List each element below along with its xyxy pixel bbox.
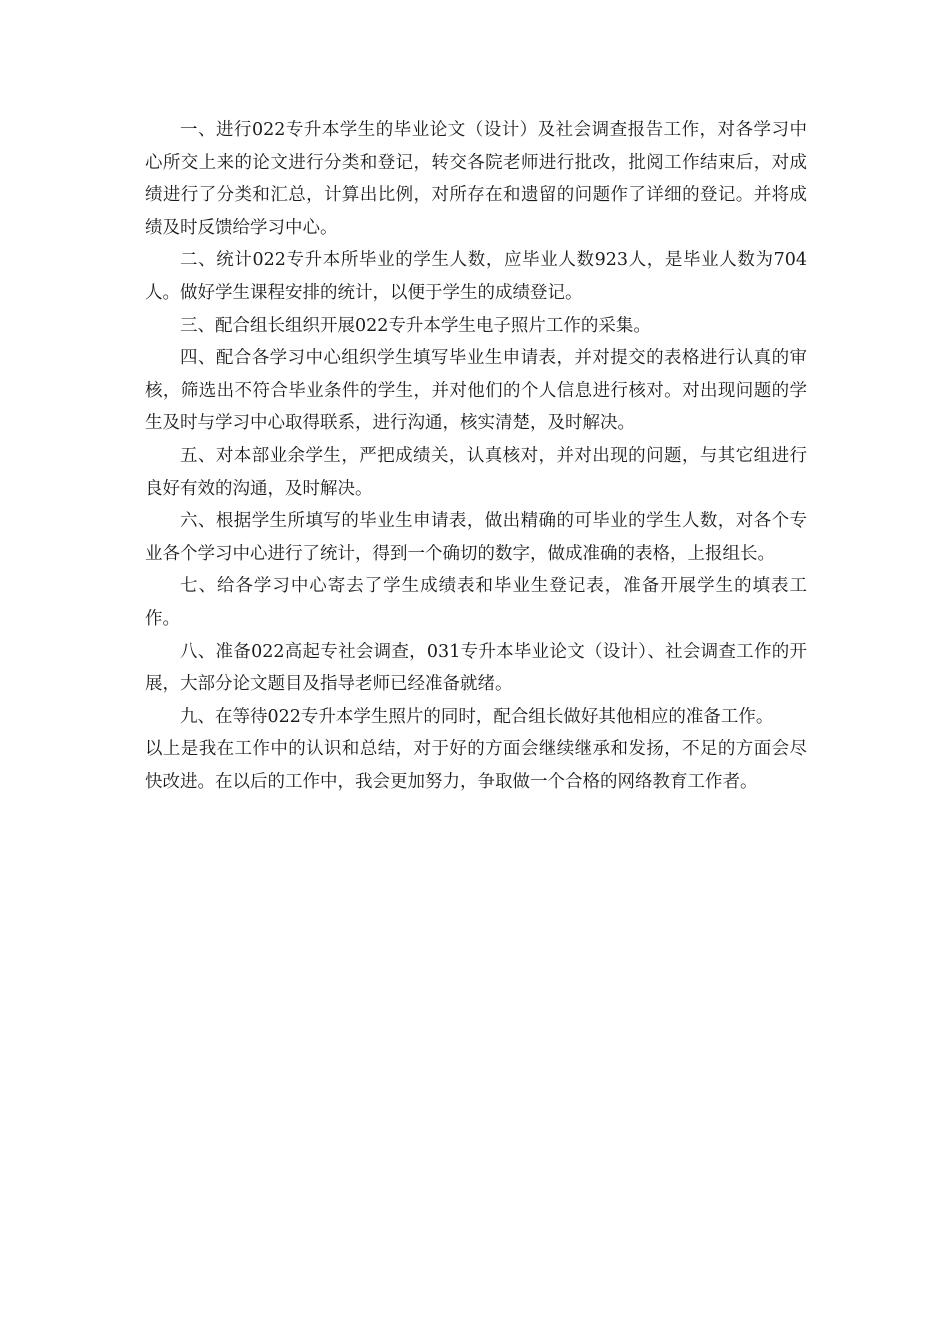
paragraph-2: 二、统计022专升本所毕业的学生人数，应毕业人数923人，是毕业人数为704人。做好学生课程安排的统计，以便于学生的成绩登记。 xyxy=(145,250,807,303)
paragraph-8: 八、准备022高起专社会调查，031专升本毕业论文（设计）、社会调查工作的开展，大部分论文题目及指导老师已经准备就绪。 xyxy=(145,641,807,695)
paragraph-9: 九、在等待022专升本学生照片的同时，配合组长做好其他相应的准备工作。 xyxy=(180,706,774,727)
closing-paragraph: 以上是我在工作中的认识和总结，对于好的方面会继续继承和发扬，不足的方面会尽快改进。在以后的工作中，我会更加努力，争取做一个合格的网络教育工作者。 xyxy=(145,739,807,792)
paragraph-7: 七、给各学习中心寄去了学生成绩表和毕业生登记表，准备开展学生的填表工作。 xyxy=(145,576,807,629)
paragraph-5: 五、对本部业余学生，严把成绩关，认真核对，并对出现的问题，与其它组进行良好有效的沟通，及时解决。 xyxy=(145,445,807,499)
paragraph-6: 六、根据学生所填写的毕业生申请表，做出精确的可毕业的学生人数，对各个专业各个学习中心进行了统计，得到一个确切的数字，做成准确的表格，上报组长。 xyxy=(145,511,807,564)
document-body xyxy=(145,114,807,798)
paragraph-4: 四、配合各学习中心组织学生填写毕业生申请表，并对提交的表格进行认真的审核，筛选出不符合毕业条件的学生，并对他们的个人信息进行核对。对出现问题的学生及时与学习中心取得联系，进行沟通，核实清楚，及时解决。 xyxy=(145,348,807,434)
paragraph-3: 三、配合组长组织开展022专升本学生电子照片工作的采集。 xyxy=(180,315,651,336)
paragraph-1: 一、进行022专升本学生的毕业论文（设计）及社会调查报告工作，对各学习中心所交上来的论文进行分类和登记，转交各院老师进行批改，批阅工作结束后，对成绩进行了分类和汇总，计算出比例，对所存在和遗留的问题作了详细的登记。并将成绩及时反馈给学习中心。 xyxy=(145,120,807,238)
